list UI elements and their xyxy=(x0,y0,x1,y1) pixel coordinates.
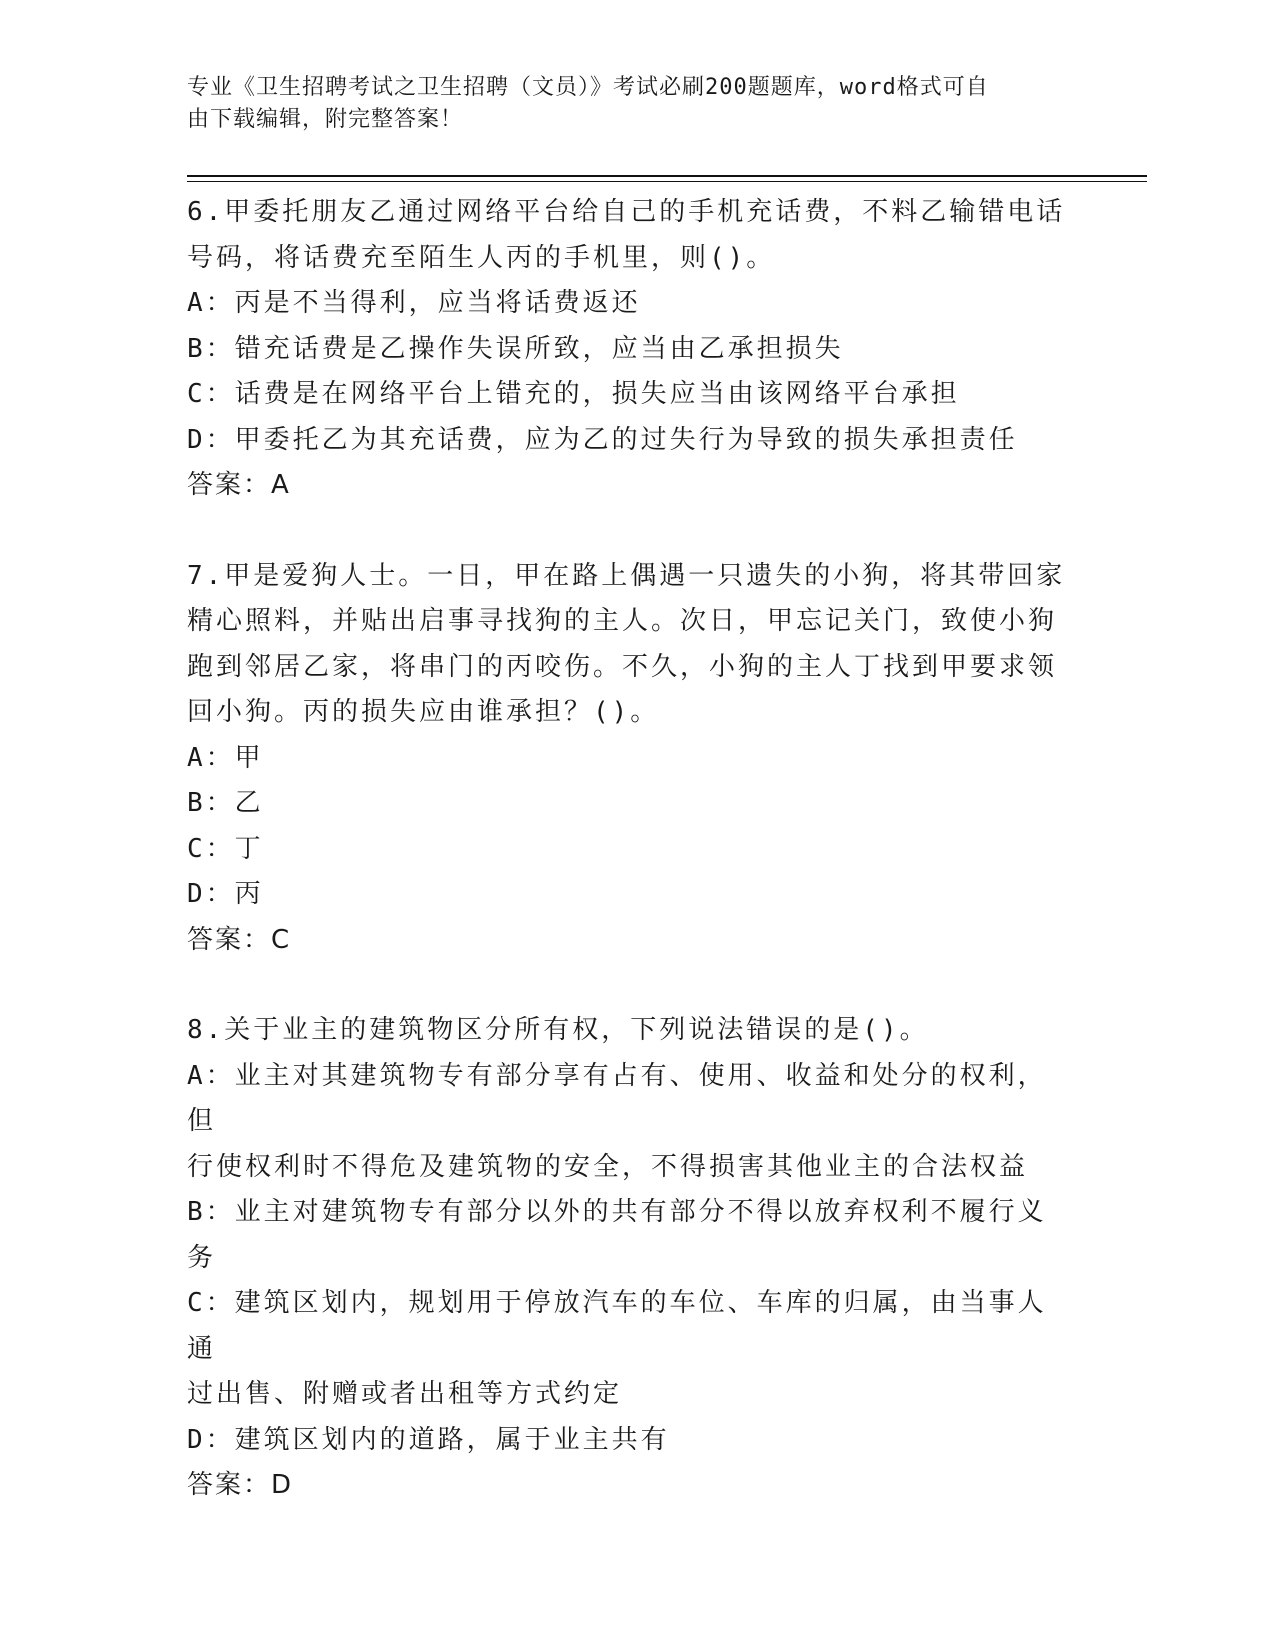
option-a: A：丙是不当得利，应当将话费返还 xyxy=(187,288,641,318)
question-stem-line: 回小狗。丙的损失应由谁承担？()。 xyxy=(187,697,660,727)
question-spacer xyxy=(187,509,1067,554)
document-header xyxy=(187,72,1067,136)
option-a: A：业主对其建筑物专有部分享有占有、使用、收益和处分的权利，但 xyxy=(187,1060,1047,1136)
question-stem-line: 7.甲是爱狗人士。一日，甲在路上偶遇一只遗失的小狗，将其带回家 xyxy=(187,560,1066,591)
question-spacer xyxy=(187,963,1067,1008)
header-line-2: 由下载编辑，附完整答案！ xyxy=(187,107,464,132)
question-6 xyxy=(187,190,1067,509)
question-stem-line: 跑到邻居乙家，将串门的丙咬伤。不久，小狗的主人丁找到甲要求领 xyxy=(187,651,1058,682)
option-b: B：业主对建筑物专有部分以外的共有部分不得以放弃权利不履行义务 xyxy=(187,1197,1047,1273)
option-c: C：话费是在网络平台上错充的，损失应当由该网络平台承担 xyxy=(187,379,960,409)
option-d: D：建筑区划内的道路，属于业主共有 xyxy=(187,1424,670,1455)
option-c: C：丁 xyxy=(187,833,264,864)
question-stem-line: 精心照料，并贴出启事寻找狗的主人。次日，甲忘记关门，致使小狗 xyxy=(187,606,1058,636)
answer: 答案：C xyxy=(187,924,292,955)
option-a: A：甲 xyxy=(187,742,264,773)
option-b: B：乙 xyxy=(187,788,264,818)
option-d: D：甲委托乙为其充话费，应为乙的过失行为导致的损失承担责任 xyxy=(187,424,1018,455)
option-b: B：错充话费是乙操作失误所致，应当由乙承担损失 xyxy=(187,333,844,364)
option-c-cont: 过出售、附赠或者出租等方式约定 xyxy=(187,1379,623,1409)
question-stem-line: 6.甲委托朋友乙通过网络平台给自己的手机充话费，不料乙输错电话 xyxy=(187,197,1066,227)
header-rule-thin xyxy=(187,181,1147,182)
question-stem-line: 8.关于业主的建筑物区分所有权，下列说法错误的是()。 xyxy=(187,1015,929,1045)
question-list xyxy=(187,190,1067,1509)
question-stem-line: 号码，将话费充至陌生人丙的手机里，则()。 xyxy=(187,242,776,273)
question-8 xyxy=(187,1008,1067,1509)
question-7 xyxy=(187,554,1067,964)
option-d: D：丙 xyxy=(187,879,264,909)
option-a-cont: 行使权利时不得危及建筑物的安全，不得损害其他业主的合法权益 xyxy=(187,1151,1029,1182)
header-rule-thick xyxy=(187,175,1147,177)
answer: 答案：D xyxy=(187,1470,294,1500)
header-line-1: 专业《卫生招聘考试之卫生招聘（文员）》考试必刷200题题库，word格式可自 xyxy=(187,75,989,100)
answer: 答案：A xyxy=(187,470,291,500)
option-c: C：建筑区划内，规划用于停放汽车的车位、车库的归属，由当事人通 xyxy=(187,1288,1047,1364)
